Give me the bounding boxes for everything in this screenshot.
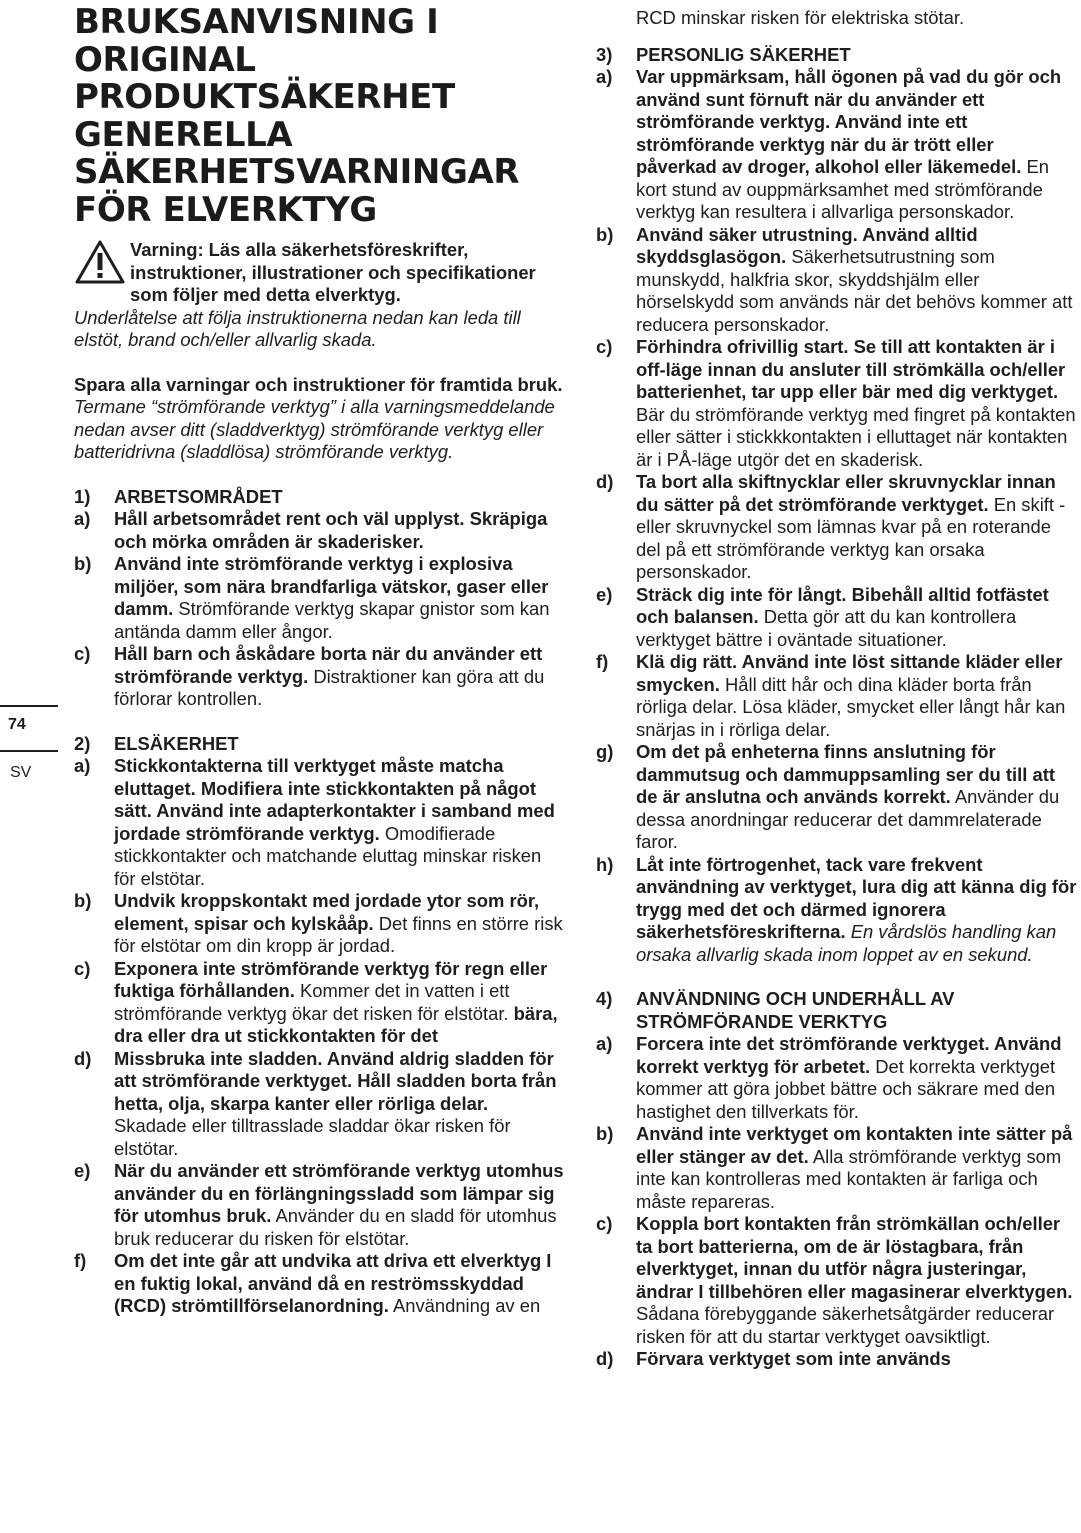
continued-text: RCD minskar risken för elektriska stötar. <box>636 7 965 28</box>
warning-text: Varning: Läs alla säkerhetsföreskrifter, instruktioner, illustrationer och specifikationer som följer med detta elverktyg. <box>130 239 536 305</box>
warning-block <box>74 239 564 307</box>
list-item: d) Förvara verktyget som inte används <box>596 1348 951 1369</box>
list-item: c) Förhindra ofrivillig start. Se till att kontakten är i off-läge innan du ansluter till strömkälla och/eller batterienhet, tar upp eller bär med dig verktyget. Bär du strömförande verktyg med fingret på kontakten eller sätter i stickkkontakten i elluttaget när kontakten är i PÅ-läge utgör det en skaderisk. <box>596 336 1076 470</box>
left-column <box>74 0 564 1318</box>
warning-triangle-icon <box>74 239 126 285</box>
page-number-rule-bottom <box>0 750 58 752</box>
section-heading-3: 3) PERSONLIG SÄKERHET <box>596 43 851 65</box>
list-item: e) När du använder ett strömförande verktyg utomhus använder du en förlängningssladd som lämpar sig för utomhus bruk. Använder du en sladd för utomhus bruk reducerar du risken för elstötar. <box>74 1160 564 1249</box>
list-item: c) Koppla bort kontakten från strömkällan och/eller ta bort batterierna, om de är löstagbara, från elverktyget, innan du utför några justeringar, ändrar I tillbehören eller magasinerar elverktygen. Sådana förebyggande säkerhetsåtgärder reducerar risken för att du startar verktyget oavsiktligt. <box>596 1213 1073 1347</box>
list-item: c) Håll barn och åskådare borta när du använder ett strömförande verktyg. Distraktioner kan göra att du förlorar kontrollen. <box>74 643 545 709</box>
list-item: a) Var uppmärksam, håll ögonen på vad du gör och använd sunt förnuft när du använder ett strömförande verktyg. Använd inte ett strömförande verktyg när du är trött eller påverkad av droger, alkohol eller läkemedel. En kort stund av ouppmärksamhet med strömförande verktyg kan resultera i allvarliga personskador. <box>596 66 1062 222</box>
section-heading-4: 4) ANVÄNDNING OCH UNDERHÅLL AV STRÖMFÖRANDE VERKTYG <box>596 988 955 1032</box>
section-heading-1: 1) ARBETSOMRÅDET <box>74 485 283 507</box>
page-number-rule-top <box>0 705 58 707</box>
list-item: a) Stickkontakterna till verktyget måste matcha eluttaget. Modifiera inte stickkontakten på något sätt. Använd inte adapterkontakter i samband med jordade strömförande verktyg. Omodifierade stickkontakter och matchande eluttag minskar risken för elstötar. <box>74 755 555 889</box>
list-item: b) Använd inte verktyget om kontakten inte sätter på eller stänger av det. Alla strömförande verktyg som inte kan kontrolleras med kontakten är farliga och måste repareras. <box>596 1123 1073 1212</box>
language-code: SV <box>10 764 32 781</box>
list-item: b) Använd inte strömförande verktyg i explosiva miljöer, som nära brandfarliga vätskor, gaser eller damm. Strömförande verktyg skapar gnistor som kan antända damm eller ångor. <box>74 553 550 642</box>
list-item: a) Forcera inte det strömförande verktyget. Använd korrekt verktyg för arbetet. Det korrekta verktyget kommer att göra jobbet bättre och säkrare med den hastighet den tillverkats för. <box>596 1033 1062 1122</box>
list-item: f) Klä dig rätt. Använd inte löst sittande kläder eller smycken. Håll ditt hår och dina kläder borta från rörliga delar. Lösa kläder, smycket eller långt hår kan snärjas in i rörliga delar. <box>596 651 1066 740</box>
list-item: d) Ta bort alla skiftnycklar eller skruvnycklar innan du sätter på det strömförande verktyget. En skift - eller skruvnyckel som lämnas kvar på en roterande del på ett strömförande verktyg kan orsaka personskador. <box>596 471 1066 582</box>
page-title: BRUKSANVISNING I ORIGINAL PRODUKTSÄKERHET GENERELLA SÄKERHETSVARNINGAR FÖR ELVERKTYG <box>74 2 520 230</box>
list-item: e) Sträck dig inte för långt. Bibehåll alltid fotfästet och balansen. Detta gör att du kan kontrollera verktyget bättre i oväntade situationer. <box>596 583 1049 650</box>
save-instructions: Spara alla varningar och instruktioner för framtida bruk. <box>74 373 563 395</box>
right-column <box>596 0 1078 1371</box>
list-item: g) Om det på enheterna finns anslutning för dammutsug och dammuppsamling ser du till att de är anslutna och används korrekt. Använder du dessa anordningar reducerar det dammrelaterade faror. <box>596 741 1060 852</box>
page-number: 74 <box>8 716 26 733</box>
list-item: c) Exponera inte strömförande verktyg för regn eller fuktiga förhållanden. Kommer det in vatten i ett strömförande verktyg ökar det risken för elstötar. bära, dra eller dra ut stickkontakten för det <box>74 957 558 1046</box>
list-item: f) Om det inte går att undvika att driva ett elverktyg I en fuktig lokal, använd då en reströmsskyddad (RCD) strömtillförselanordning. Användning av en <box>74 1250 552 1316</box>
list-item: b) Undvik kroppskontakt med jordade ytor som rör, element, spisar och kylskååp. Det finns en större risk för elstötar om din kropp är jordad. <box>74 890 563 956</box>
list-item: b) Använd säker utrustning. Använd alltid skyddsglasögon. Säkerhetsutrustning som munskydd, halkfria skor, skyddshjälm eller hörselskydd som används när det behövs kommer att reducera personskador. <box>596 223 1073 335</box>
list-item: d) Missbruka inte sladden. Använd aldrig sladden för att strömförande verktyget. Håll sladden borta från hetta, olja, skarpa kanter eller rörliga delar. Skadade eller tilltrasslade sladdar ökar risken för elstötar. <box>74 1047 557 1159</box>
section-heading-2: 2) ELSÄKERHET <box>74 732 239 754</box>
terms-definition: Termane “strömförande verktyg” i alla varningsmeddelande nedan avser ditt (sladdverktyg) strömförande verktyg eller batteridrivna (sladdlösa) strömförande verktyg. <box>74 396 555 462</box>
list-item: h) Låt inte förtrogenhet, tack vare frekvent användning av verktyget, lura dig att känna dig för trygg med det och därmed ignorera säkerhetsföreskrifterna. En vårdslös handling kan orsaka allvarlig skada inom loppet av en sekund. <box>596 853 1077 965</box>
list-item: a) Håll arbetsområdet rent och väl upplyst. Skräpiga och mörka områden är skaderisker. <box>74 508 548 552</box>
warning-consequence: Underlåtelse att följa instruktionerna nedan kan leda till elstöt, brand och/eller allvarlig skada. <box>74 306 521 350</box>
